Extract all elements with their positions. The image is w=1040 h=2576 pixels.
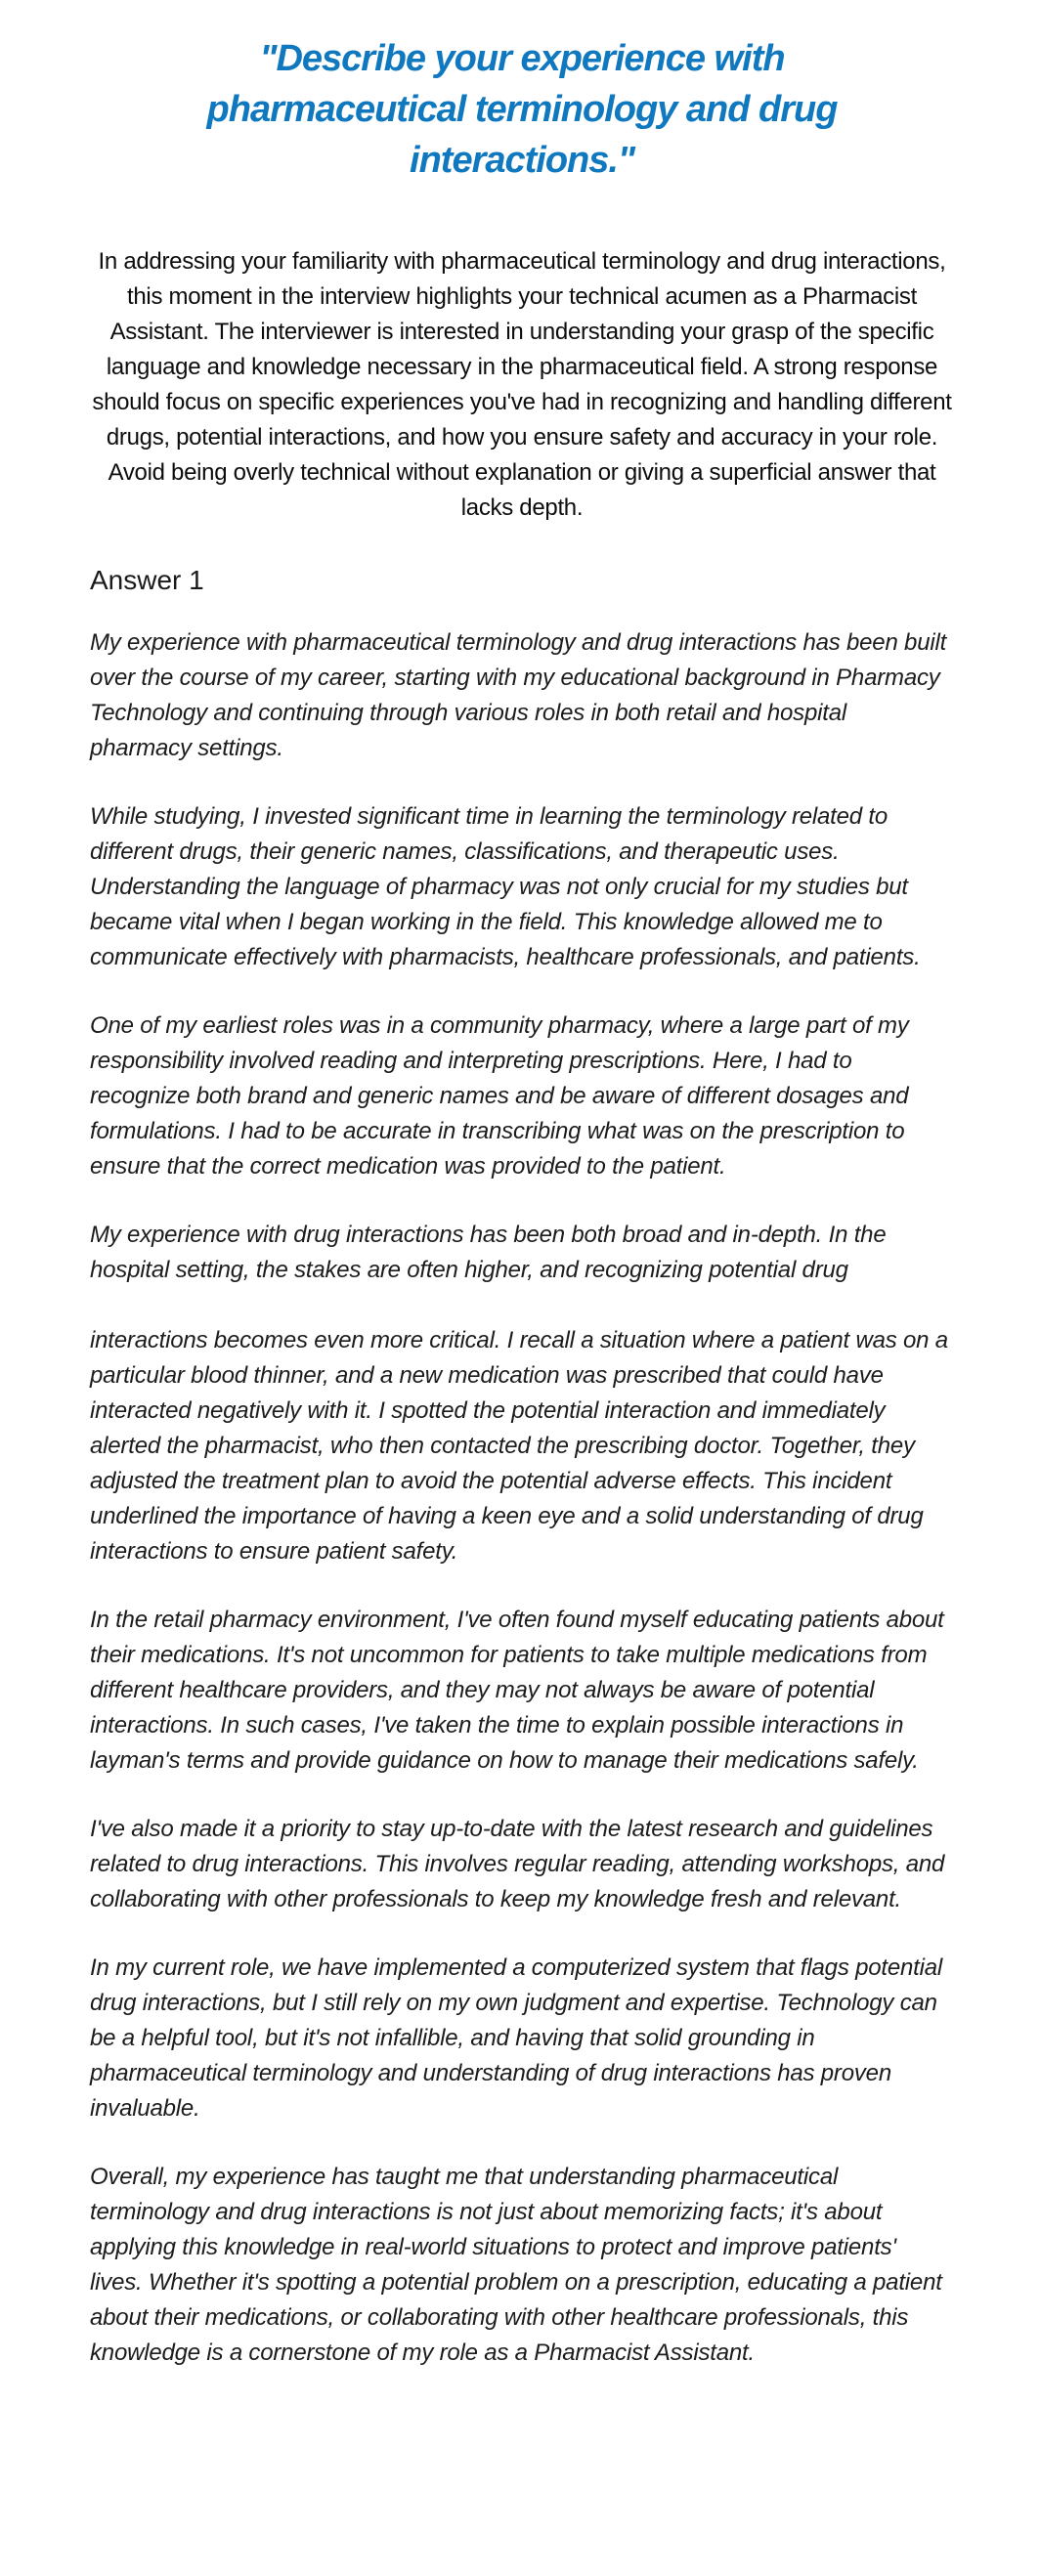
answer-paragraph: In the retail pharmacy environment, I've often found myself educating patients about their medications. It's not uncommon for patients to take multiple medications from different healthcare providers, and they may not always be aware of potential interactions. In such cases, I've taken the time to explain possible interactions in layman's terms and provide guidance on how to manage their medications safely. [90, 1607, 944, 1774]
answer-paragraph-split-bottom: interactions becomes even more critical. I recall a situation where a patient was on a particular blood thinner, and a new medication was prescribed that could have interacted negatively with it. I spotted the potential interaction and immediately alerted the pharmacist, who then contacted the prescribing doctor. Together, they adjusted the treatment plan to avoid the potential adverse effects. This incident underlined the importance of having a keen eye and a solid understanding of drug interactions to ensure patient safety. [90, 1327, 948, 1565]
answer-paragraph: While studying, I invested significant time in learning the terminology related to different drugs, their generic names, classifications, and therapeutic uses. Understanding the language of pharmacy was not only crucial for my studies but became vital when I began working in the field. This knowledge allowed me to communicate effectively with pharmacists, healthcare professionals, and patients. [90, 803, 921, 970]
answer-paragraph: One of my earliest roles was in a community pharmacy, where a large part of my responsibility involved reading and interpreting prescriptions. Here, I had to recognize both brand and generic names and be aware of different dosages and formulations. I had to be accurate in transcribing what was on the prescription to ensure that the correct medication was provided to the patient. [90, 1012, 909, 1180]
question-title: "Describe your experience with pharmaceutical terminology and drug interactions." [206, 38, 838, 181]
answer-paragraph: I've also made it a priority to stay up-to-date with the latest research and guidelines related to drug interactions. This involves regular reading, attending workshops, and collaborating with other professionals to keep my knowledge fresh and relevant. [90, 1816, 945, 1912]
question-guidance-text: In addressing your familiarity with pharmaceutical terminology and drug interactions, this moment in the interview highlights your technical acumen as a Pharmacist Assistant. The interviewer is interested in understanding your grasp of the specific language and knowledge necessary in the pharmaceutical field. A strong response should focus on specific experiences you've had in recognizing and handling different drugs, potential interactions, and how you ensure safety and accuracy in your role. Avoid being overly technical without explanation or giving a superficial answer that lacks depth. [92, 248, 952, 521]
answer-paragraph-split-top: My experience with drug interactions has been both broad and in-depth. In the hospital setting, the stakes are often higher, and recognizing potential drug [90, 1222, 887, 1282]
answer-paragraph: My experience with pharmaceutical terminology and drug interactions has been built over the course of my career, starting with my educational background in Pharmacy Technology and continuing through various roles in both retail and hospital pharmacy settings. [90, 629, 947, 761]
answer-paragraph: In my current role, we have implemented a computerized system that flags potential drug interactions, but I still rely on my own judgment and expertise. Technology can be a helpful tool, but it's not infallible, and having that solid grounding in pharmaceutical terminology and understanding of drug interactions has proven invaluable. [90, 1954, 943, 2122]
answer-heading: Answer 1 [90, 565, 204, 595]
page-break-gap [90, 1282, 954, 1323]
answer-paragraph: Overall, my experience has taught me that understanding pharmaceutical terminology and drug interactions is not just about memorizing facts; it's about applying this knowledge in real-world situations to protect and improve patients' lives. Whether it's spotting a potential problem on a prescription, educating a patient about their medications, or collaborating with other healthcare professionals, this knowledge is a cornerstone of my role as a Pharmacist Assistant. [90, 2164, 942, 2366]
